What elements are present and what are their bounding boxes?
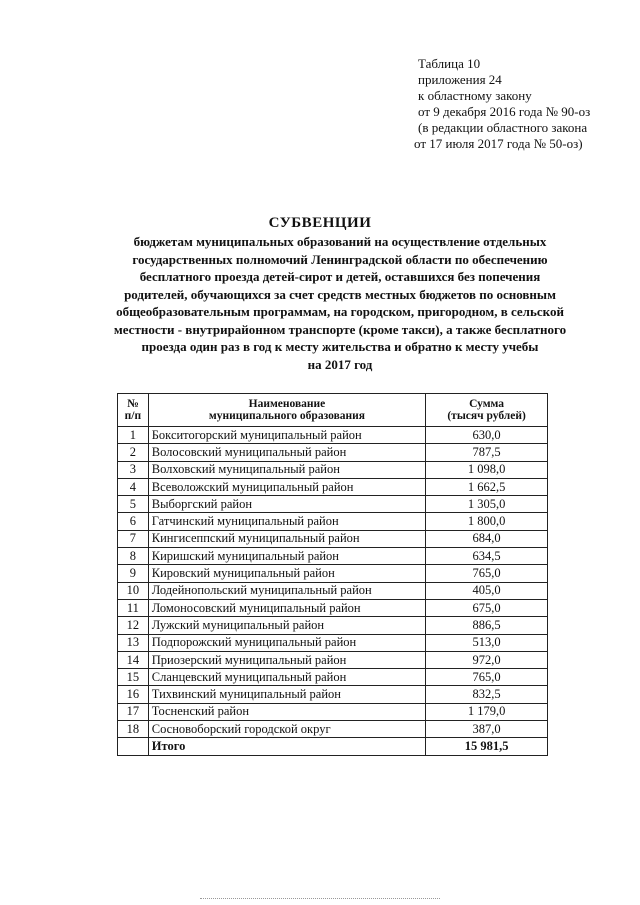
subtitle-line: на 2017 год <box>307 356 373 372</box>
row-amount: 675,0 <box>426 599 548 616</box>
row-number: 10 <box>118 582 149 599</box>
total-sum: 15 981,5 <box>426 738 548 755</box>
header-name-line1: Наименование <box>248 398 326 410</box>
row-number: 12 <box>118 617 149 634</box>
row-municipality: Тихвинский муниципальный район <box>148 686 425 703</box>
row-amount: 765,0 <box>426 669 548 686</box>
row-amount: 1 098,0 <box>426 461 548 478</box>
document-subtitle <box>80 233 600 373</box>
header-law-date: от 9 декабря 2016 года № 90-оз <box>418 104 591 119</box>
row-amount: 832,5 <box>426 686 548 703</box>
row-municipality: Волховский муниципальный район <box>148 461 425 478</box>
row-amount: 405,0 <box>426 582 548 599</box>
table-row <box>118 530 548 547</box>
table-row <box>118 634 548 651</box>
total-row <box>118 738 548 755</box>
table-row <box>118 478 548 495</box>
subtitle-line: местности - внутрирайонном транспорте (кроме такси), а также бесплатного <box>113 321 567 337</box>
row-municipality: Кировский муниципальный район <box>148 565 425 582</box>
total-num-cell <box>118 738 149 755</box>
row-number: 17 <box>118 703 149 720</box>
row-amount: 1 179,0 <box>426 703 548 720</box>
scan-edge-mark <box>200 898 440 901</box>
row-number: 8 <box>118 548 149 565</box>
table-row <box>118 548 548 565</box>
header-sum-line2: (тысяч рублей) <box>447 410 526 422</box>
row-municipality: Лодейнопольский муниципальный район <box>148 582 425 599</box>
row-number: 6 <box>118 513 149 530</box>
document-header <box>414 56 618 152</box>
header-num <box>118 394 149 427</box>
header-sum <box>426 394 548 427</box>
table-row <box>118 565 548 582</box>
document-title: СУБВЕНЦИИ <box>268 215 372 231</box>
row-municipality: Сосновоборский городской округ <box>148 721 425 738</box>
row-amount: 684,0 <box>426 530 548 547</box>
table-row <box>118 617 548 634</box>
row-amount: 765,0 <box>426 565 548 582</box>
row-number: 15 <box>118 669 149 686</box>
row-number: 14 <box>118 651 149 668</box>
table-row <box>118 721 548 738</box>
header-law-ref: к областному закону <box>418 88 532 103</box>
row-municipality: Сланцевский муниципальный район <box>148 669 425 686</box>
table-row <box>118 461 548 478</box>
row-amount: 972,0 <box>426 651 548 668</box>
row-municipality: Приозерский муниципальный район <box>148 651 425 668</box>
row-number: 16 <box>118 686 149 703</box>
row-number: 2 <box>118 444 149 461</box>
table-row <box>118 582 548 599</box>
row-amount: 1 662,5 <box>426 478 548 495</box>
subtitle-line: бесплатного проезда детей-сирот и детей, оставшихся без попечения <box>139 269 541 284</box>
subvention-table <box>117 393 548 756</box>
row-municipality: Лужский муниципальный район <box>148 617 425 634</box>
subtitle-line: общеобразовательным программам, на городском, пригородном, в сельской <box>116 304 564 319</box>
header-appendix: приложения 24 <box>418 72 502 87</box>
row-number: 3 <box>118 461 149 478</box>
header-table-number: Таблица 10 <box>418 56 481 71</box>
header-name <box>148 394 425 427</box>
row-number: 7 <box>118 530 149 547</box>
row-amount: 1 800,0 <box>426 513 548 530</box>
row-number: 1 <box>118 427 149 444</box>
row-municipality: Бокситогорский муниципальный район <box>148 427 425 444</box>
subtitle-line: проезда один раз в год к месту жительства и обратно к месту учебы <box>141 339 539 354</box>
row-amount: 513,0 <box>426 634 548 651</box>
subtitle-line: бюджетам муниципальных образований на осуществление отдельных <box>133 234 547 249</box>
row-number: 11 <box>118 599 149 616</box>
subtitle-line: родителей, обучающихся за счет средств местных бюджетов по основным <box>124 286 556 302</box>
header-revision-date: от 17 июля 2017 года № 50-оз) <box>414 136 583 151</box>
table-row <box>118 599 548 616</box>
header-num-line1: № <box>127 398 139 410</box>
header-revision: (в редакции областного закона <box>418 120 588 135</box>
row-amount: 1 305,0 <box>426 496 548 513</box>
table-row <box>118 651 548 668</box>
header-name-line2: муниципального образования <box>208 410 366 422</box>
table-row <box>118 703 548 720</box>
table-row <box>118 669 548 686</box>
row-amount: 630,0 <box>426 427 548 444</box>
table-header-row <box>118 394 548 427</box>
row-amount: 634,5 <box>426 548 548 565</box>
row-amount: 387,0 <box>426 721 548 738</box>
table-row <box>118 427 548 444</box>
row-amount: 787,5 <box>426 444 548 461</box>
subtitle-line: государственных полномочий Ленинградской области по обеспечению <box>132 251 548 267</box>
row-number: 4 <box>118 478 149 495</box>
row-municipality: Ломоносовский муниципальный район <box>148 599 425 616</box>
row-municipality: Всеволожский муниципальный район <box>148 478 425 495</box>
total-label: Итого <box>148 738 425 755</box>
header-sum-line1: Сумма <box>469 398 505 410</box>
table-row <box>118 513 548 530</box>
row-municipality: Подпорожский муниципальный район <box>148 634 425 651</box>
header-num-line2: п/п <box>124 410 142 422</box>
table-body <box>118 427 548 738</box>
row-number: 13 <box>118 634 149 651</box>
table-row <box>118 496 548 513</box>
table-row <box>118 444 548 461</box>
row-amount: 886,5 <box>426 617 548 634</box>
row-number: 9 <box>118 565 149 582</box>
row-municipality: Кингисеппский муниципальный район <box>148 530 425 547</box>
row-municipality: Киришский муниципальный район <box>148 548 425 565</box>
row-municipality: Гатчинский муниципальный район <box>148 513 425 530</box>
row-municipality: Выборгский район <box>148 496 425 513</box>
row-number: 18 <box>118 721 149 738</box>
row-municipality: Тосненский район <box>148 703 425 720</box>
row-number: 5 <box>118 496 149 513</box>
row-municipality: Волосовский муниципальный район <box>148 444 425 461</box>
table-row <box>118 686 548 703</box>
